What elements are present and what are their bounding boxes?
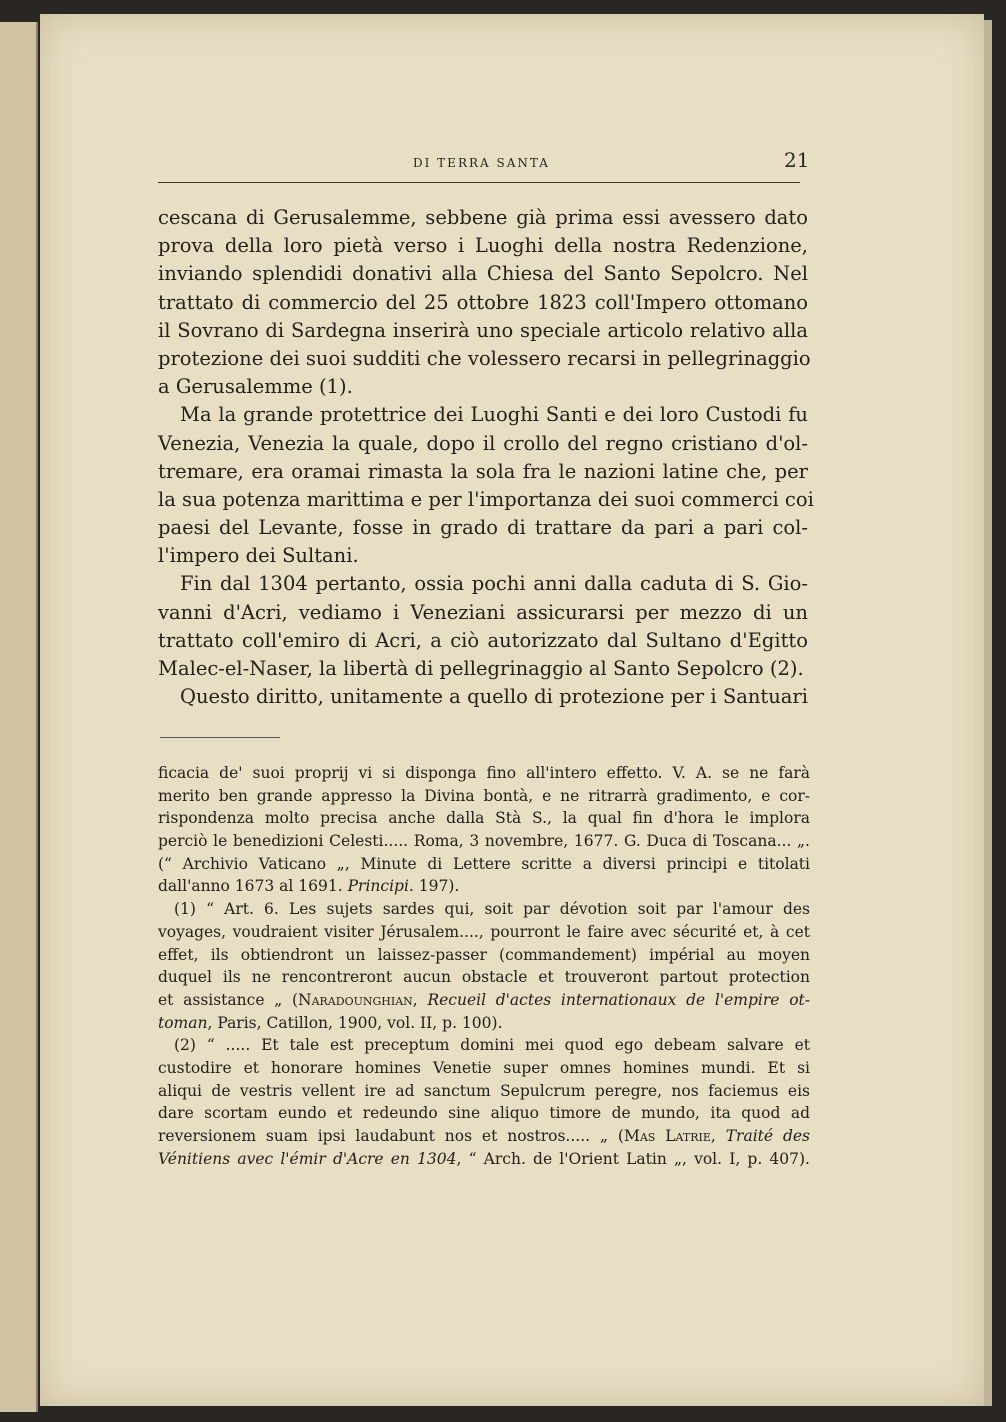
- footnote-segment: et assistance „ (: [158, 990, 299, 1009]
- text-line: vanni d'Acri, vediamo i Veneziani assicurarsi per mezzo di un: [158, 600, 808, 624]
- text-line: tremare, era oramai rimasta la sola fra le nazioni latine che, per: [158, 459, 808, 483]
- footnote-line: [158, 807, 810, 830]
- footnote-segment: (“ Archivio Vaticano „, Minute di Lettere scritte a diversi principi e titolati: [158, 854, 810, 873]
- footnote-segment: (2) “ ..... Et tale est preceptum domini mei quod ego debeam salvare et: [174, 1036, 810, 1055]
- footnote-line: [158, 830, 810, 853]
- running-title: DI TERRA SANTA: [413, 156, 550, 170]
- footnote-segment: Recueil d'actes internationaux de l'empire ot-: [427, 990, 810, 1009]
- footnote-segment: , Paris, Catillon, 1900, vol. II, p. 100).: [207, 1013, 503, 1032]
- text-line: la sua potenza marittima e per l'importanza dei suoi commerci coi: [158, 487, 814, 511]
- text-line: trattato coll'emiro di Acri, a ciò autorizzato dal Sultano d'Egitto: [158, 628, 808, 652]
- footnote-line: [158, 944, 810, 967]
- footnote-segment: aliqui de vestris vellent ire ad sanctum Sepulcrum peregre, nos faciemus eis: [158, 1081, 810, 1100]
- footnote-segment: Vénitiens avec l'émir d'Acre en 1304: [158, 1149, 457, 1168]
- text-line: Ma la grande protettrice dei Luoghi Santi e dei loro Custodi fu: [180, 403, 808, 427]
- text-line: Questo diritto, unitamente a quello di protezione per i Santuari: [180, 685, 808, 709]
- footnote-line: [158, 966, 810, 989]
- footnote-segment: perciò le benedizioni Celesti..... Roma, 3 novembre, 1677. G. Duca di Toscana... „.: [158, 832, 810, 851]
- footnote-segment: duquel ils ne rencontreront aucun obstacle et trouveront partout protection: [158, 968, 810, 987]
- footnote-segment: dare scortam eundo et redeundo sine aliquo timore de mundo, ita quod ad: [158, 1104, 810, 1123]
- footnote-line: [158, 1012, 810, 1035]
- footnote-line: [158, 762, 810, 785]
- text-line: protezione dei suoi sudditi che volessero recarsi in pellegrinaggio: [158, 346, 811, 370]
- footnote-segment: custodire et honorare homines Venetie super omnes homines mundi. Et si: [158, 1058, 810, 1077]
- main-text: [158, 204, 814, 711]
- footnote-separator: [160, 737, 280, 738]
- footnote-segment: Principi: [347, 877, 409, 896]
- footnote-segment: Traité des: [725, 1127, 811, 1145]
- text-line: paesi del Levante, fosse in grado di trattare da pari a pari col-: [158, 516, 808, 540]
- footnote-segment: dall'anno 1673 al 1691.: [158, 877, 348, 896]
- footnote-line: [158, 989, 810, 1012]
- text-line: Venezia, Venezia la quale, dopo il crollo del regno cristiano d'ol-: [158, 431, 808, 455]
- text-line: trattato di commercio del 25 ottobre 1823 coll'Impero ottomano: [158, 290, 808, 314]
- footnote-segment: , “ Arch. de l'Orient Latin „, vol. I, p. 407).: [456, 1149, 810, 1168]
- footnote-segment: rispondenza molto precisa anche dalla Stà S., la qual fin d'hora le implora: [158, 809, 810, 828]
- text-line: Malec-el-Naser, la libertà di pellegrinaggio al Santo Sepolcro (2).: [158, 657, 804, 680]
- footnote-line: [158, 1102, 810, 1125]
- footnote-segment: effet, ils obtiendront un laissez-passer (commandement) impérial au moyen: [158, 945, 810, 964]
- footnote-line: [158, 1080, 810, 1103]
- footnotes: [158, 762, 810, 1170]
- page-number: 21: [784, 148, 810, 172]
- footnote-segment: ,: [710, 1127, 726, 1145]
- footnote-segment: ,: [412, 990, 428, 1009]
- page-stack-edge: [984, 20, 992, 1406]
- footnote-line: [158, 1057, 810, 1080]
- footnote-segment: . 197).: [408, 877, 460, 896]
- footnote-line: [158, 785, 810, 808]
- header-rule: [158, 182, 800, 183]
- text-line: cescana di Gerusalemme, sebbene già prima essi avessero dato: [158, 206, 808, 229]
- footnote-segment: Mas Latrie: [623, 1127, 711, 1145]
- footnote-line: [158, 875, 810, 898]
- footnote-segment: toman: [158, 1013, 208, 1032]
- footnote-segment: ficacia de' suoi proprij vi si disponga fino all'intero effetto. V. A. se ne farà: [158, 764, 810, 782]
- footnote-segment: Naradounghian: [298, 990, 413, 1009]
- footnote-line: [158, 1125, 810, 1148]
- footnote-line: [158, 1034, 810, 1057]
- footnote-segment: (1) “ Art. 6. Les sujets sardes qui, soit par dévotion soit par l'amour des: [174, 900, 810, 919]
- footnote-segment: reversionem suam ipsi laudabunt nos et nostros..... „ (: [158, 1127, 624, 1145]
- text-line: il Sovrano di Sardegna inserirà uno speciale articolo relativo alla: [158, 318, 808, 342]
- text-line: a Gerusalemme (1).: [158, 375, 353, 399]
- facing-page-edge: [0, 22, 38, 1412]
- text-line: Fin dal 1304 pertanto, ossia pochi anni dalla caduta di S. Gio-: [180, 572, 808, 596]
- footnote-line: [158, 898, 810, 921]
- footnote-line: [158, 1148, 810, 1171]
- footnote-segment: merito ben grande appresso la Divina bontà, e ne ritrarrà gradimento, e cor-: [158, 786, 810, 805]
- text-line: prova della loro pietà verso i Luoghi della nostra Redenzione,: [158, 234, 808, 258]
- footnote-line: [158, 853, 810, 876]
- text-line: l'impero dei Sultani.: [158, 544, 359, 568]
- footnote-line: [158, 921, 810, 944]
- footnote-segment: voyages, voudraient visiter Jérusalem...., pourront le faire avec sécurité et, à cet: [158, 922, 810, 941]
- text-line: inviando splendidi donativi alla Chiesa del Santo Sepolcro. Nel: [158, 262, 808, 286]
